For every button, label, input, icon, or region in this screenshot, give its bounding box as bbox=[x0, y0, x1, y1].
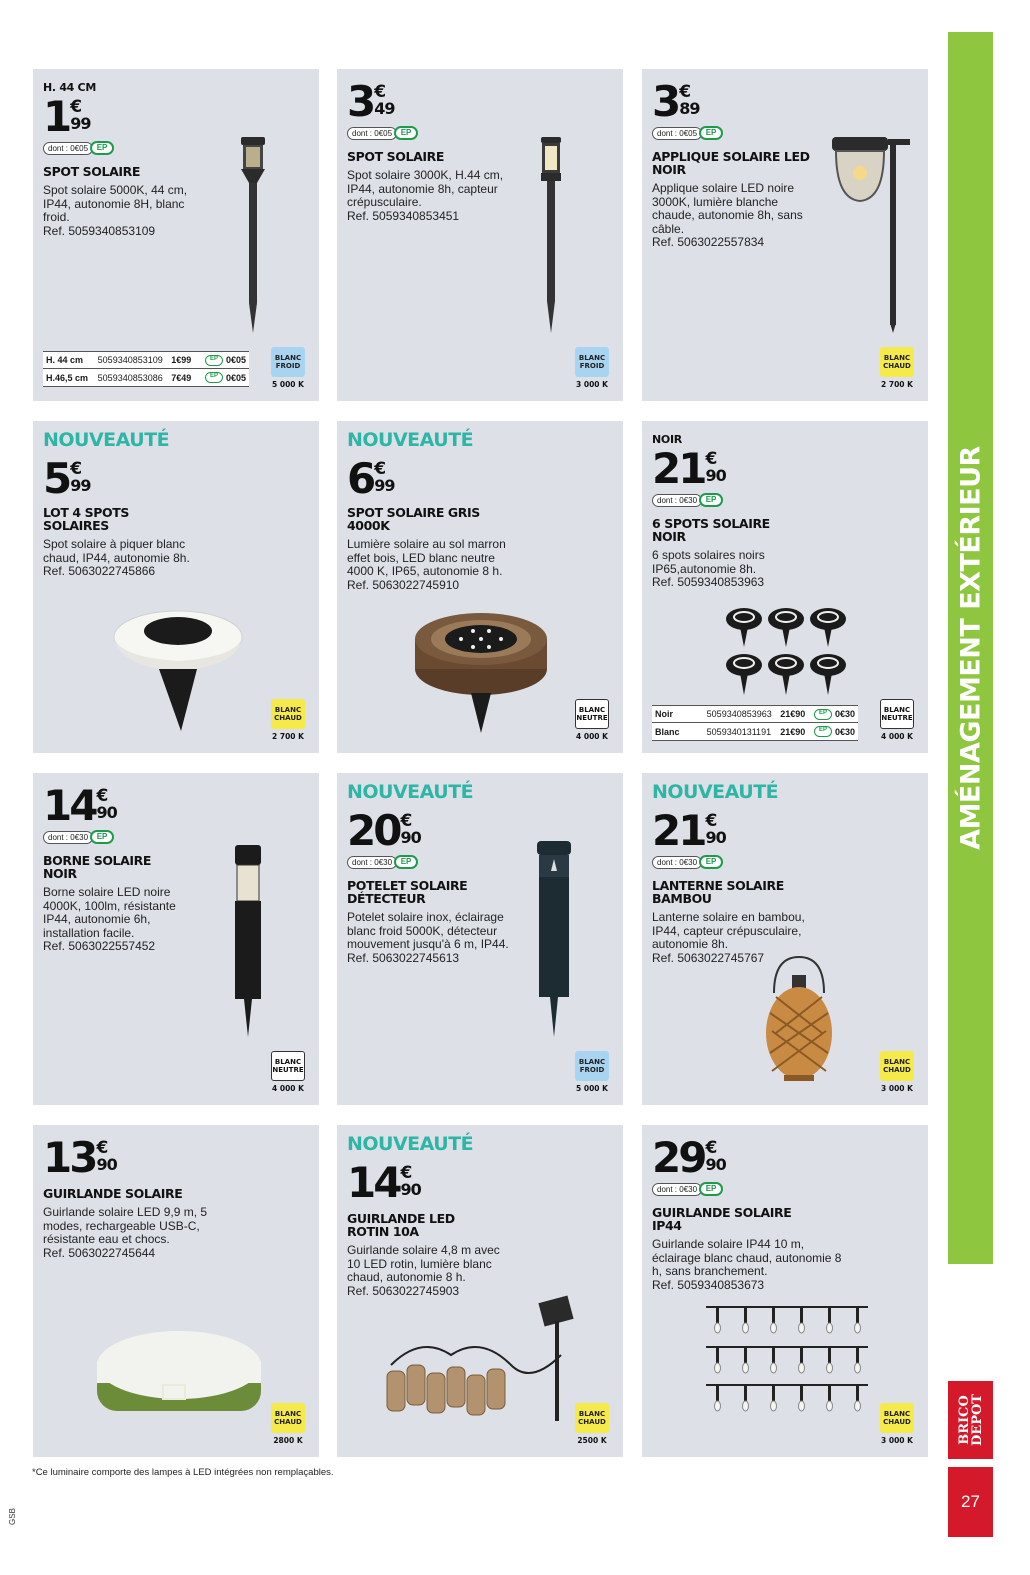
new-label: NOUVEAUTÉ bbox=[43, 429, 170, 451]
new-label: NOUVEAUTÉ bbox=[347, 781, 474, 803]
product-tag: H. 44 CM bbox=[43, 81, 96, 94]
price: 3 € 49 bbox=[347, 77, 395, 126]
variant-row: Noir 5059340853963 21€90 EP 0€30 bbox=[652, 705, 858, 723]
product-description: Potelet solaire inox, éclairage blanc froid 5000K, détecteur mouvement jusqu'à 6 m, IP44. Ref. 5063022745613 bbox=[347, 911, 517, 965]
price: 14 € 90 bbox=[43, 781, 117, 830]
price bbox=[43, 92, 243, 141]
section-title: AMÉNAGEMENT EXTÉRIEUR bbox=[955, 446, 986, 850]
price: 21 € 90 bbox=[652, 444, 726, 493]
price-currency: € bbox=[70, 97, 83, 117]
eco-contribution: dont : 0€30 EP bbox=[652, 855, 852, 869]
product-title: SPOT SOLAIRE bbox=[43, 164, 140, 179]
color-temp-badge: BLANC CHAUD 2500 K bbox=[575, 1403, 609, 1445]
post-lamp-image bbox=[533, 839, 575, 1041]
product-card-spot-solaire-5000k[interactable] bbox=[33, 69, 319, 401]
eco-participation-icon: EP bbox=[699, 1182, 723, 1196]
eco-contribution: dont : 0€30 EP bbox=[43, 830, 243, 844]
color-temp-badge: BLANC CHAUD 3 000 K bbox=[880, 1051, 914, 1093]
eco-contribution: dont : 0€30 EP bbox=[347, 855, 547, 869]
price: 14 € 90 bbox=[347, 1158, 421, 1207]
product-ref: Ref. 5059340853109 bbox=[43, 223, 156, 238]
color-temp-badge: BLANC NEUTRE 4 000 K bbox=[575, 699, 609, 741]
product-description: Applique solaire LED noire 3000K, lumière blanche chaude, autonomie 8h, sans câble. Ref. 5063022557834 bbox=[652, 182, 812, 250]
product-ref: Ref. 5063022745903 bbox=[347, 1283, 460, 1298]
product-description: Lumière solaire au sol marron effet bois, LED blanc neutre 4000 K, IP65, autonomie 8 h. Ref. 5063022745910 bbox=[347, 538, 522, 592]
price: 29 € 90 bbox=[652, 1133, 726, 1182]
eco-contribution: dont : 0€05 EP bbox=[347, 126, 547, 140]
eco-participation-icon: EP bbox=[814, 709, 832, 720]
product-card-potelet-solaire[interactable] bbox=[337, 773, 623, 1105]
new-label: NOUVEAUTÉ bbox=[347, 429, 474, 451]
color-temp-badge: BLANC NEUTRE 4 000 K bbox=[271, 1051, 305, 1093]
product-title: SPOT SOLAIRE GRIS 4000K bbox=[347, 505, 480, 533]
brico-depot-logo: BRICO DEPOT bbox=[948, 1381, 993, 1459]
product-title: APPLIQUE SOLAIRE LED NOIR bbox=[652, 149, 810, 177]
lantern-image bbox=[762, 953, 836, 1085]
product-card-lot-4-spots[interactable] bbox=[33, 421, 319, 753]
product-card-6-spots-noir[interactable] bbox=[642, 421, 928, 753]
product-title: GUIRLANDE SOLAIRE IP44 bbox=[652, 1205, 792, 1233]
eco-contribution: dont : 0€05 EP bbox=[652, 126, 852, 140]
product-card-guirlande-solaire[interactable] bbox=[33, 1125, 319, 1457]
variant-table bbox=[652, 705, 858, 741]
color-temp-badge: BLANC FROID 3 000 K bbox=[575, 347, 609, 389]
product-title: BORNE SOLAIRE NOIR bbox=[43, 853, 152, 881]
product-ref: Ref. 5063022745644 bbox=[43, 1245, 156, 1260]
color-temp-badge: BLANC CHAUD 2 700 K bbox=[880, 347, 914, 389]
eco-participation-icon: EP bbox=[205, 355, 223, 366]
new-label: NOUVEAUTÉ bbox=[347, 1133, 474, 1155]
product-card-guirlande-ip44[interactable] bbox=[642, 1125, 928, 1457]
product-tag: NOIR bbox=[652, 433, 682, 446]
price: 3 € 89 bbox=[652, 77, 700, 126]
product-title: POTELET SOLAIRE DÉTECTEUR bbox=[347, 878, 468, 906]
eco-participation-icon: EP bbox=[699, 493, 723, 507]
product-ref: Ref. 5063022557452 bbox=[43, 939, 156, 953]
variant-row: H. 44 cm 5059340853109 1€99 EP 0€05 bbox=[43, 351, 249, 369]
side-code: GSB bbox=[7, 1508, 17, 1525]
footnote: *Ce luminaire comporte des lampes à LED intégrées non remplaçables. bbox=[32, 1467, 334, 1478]
product-description: Spot solaire 5000K, 44 cm, IP44, autonomie 8H, blanc froid. Ref. 5059340853109 bbox=[43, 184, 203, 238]
variant-row: Blanc 5059340131191 21€90 EP 0€30 bbox=[652, 723, 858, 741]
product-title: GUIRLANDE LED ROTIN 10A bbox=[347, 1211, 455, 1239]
eco-amount: dont : 0€05 bbox=[43, 142, 93, 155]
eco-participation-icon: EP bbox=[394, 855, 418, 869]
eco-participation-icon: EP bbox=[205, 372, 223, 383]
product-description: Guirlande solaire LED 9,9 m, 5 modes, rechargeable USB-C, résistante eau et chocs. Ref. 5063022745644 bbox=[43, 1206, 213, 1260]
product-card-spot-solaire-3000k[interactable] bbox=[337, 69, 623, 401]
product-description: Guirlande solaire 4,8 m avec 10 LED rotin, lumière blanc chaud, autonomie 8 h. Ref. 5063022745903 bbox=[347, 1244, 512, 1298]
product-card-guirlande-rotin[interactable] bbox=[337, 1125, 623, 1457]
product-ref: Ref. 5063022745910 bbox=[347, 577, 460, 592]
bollard-lamp-image bbox=[233, 843, 263, 1039]
product-title: LANTERNE SOLAIRE BAMBOU bbox=[652, 878, 784, 906]
spot-lamp-image bbox=[535, 135, 567, 337]
color-temp-badge: BLANC NEUTRE 4 000 K bbox=[880, 699, 914, 741]
eco-contribution: dont : 0€30 EP bbox=[652, 493, 852, 507]
price-int: 3 bbox=[347, 77, 374, 126]
product-title: 6 SPOTS SOLAIRE NOIR bbox=[652, 516, 770, 544]
product-ref: Ref. 5063022745866 bbox=[43, 564, 156, 578]
string-lights-image bbox=[704, 1301, 870, 1419]
color-temp-badge: BLANC FROID 5 000 K bbox=[271, 347, 305, 389]
eco-participation-icon: EP bbox=[699, 855, 723, 869]
new-label: NOUVEAUTÉ bbox=[652, 781, 779, 803]
product-description: Lanterne solaire en bambou, IP44, capteur crépusculaire, autonomie 8h. Ref. 5063022745767 bbox=[652, 911, 827, 965]
eco-participation-icon: EP bbox=[394, 126, 418, 140]
six-spots-image bbox=[724, 605, 850, 697]
variant-table bbox=[43, 351, 249, 387]
price: 21 € 90 bbox=[652, 806, 726, 855]
color-temp-badge: BLANC CHAUD 2800 K bbox=[271, 1403, 305, 1445]
product-card-spot-gris-4000k[interactable] bbox=[337, 421, 623, 753]
price: 5 € 99 bbox=[43, 454, 91, 503]
color-temp-badge: BLANC CHAUD 3 000 K bbox=[880, 1403, 914, 1445]
eco-participation-icon: EP bbox=[699, 126, 723, 140]
price-cents: 99 bbox=[70, 114, 91, 133]
spot-lamp-image bbox=[233, 133, 273, 337]
color-temp-badge: BLANC FROID 5 000 K bbox=[575, 1051, 609, 1093]
price: 20 € 90 bbox=[347, 806, 421, 855]
product-description: Borne solaire LED noire 4000K, 100lm, résistante IP44, autonomie 6h, installation facile. Ref. 5063022557452 bbox=[43, 886, 188, 954]
eco-participation-icon: EP bbox=[90, 141, 114, 155]
product-card-borne-solaire[interactable] bbox=[33, 773, 319, 1105]
eco-contribution: dont : 0€30 EP bbox=[652, 1182, 852, 1196]
rattan-garland-image bbox=[381, 1295, 581, 1433]
wood-spot-image bbox=[411, 609, 551, 735]
eco-contribution bbox=[43, 141, 243, 155]
product-description: Guirlande solaire IP44 10 m, éclairage blanc chaud, autonomie 8 h, sans branchement. Ref. 5059340853673 bbox=[652, 1238, 852, 1292]
garland-box-image bbox=[93, 1325, 265, 1421]
product-description: Spot solaire 3000K, H.44 cm, IP44, autonomie 8h, capteur crépusculaire. Ref. 5059340853451 bbox=[347, 169, 512, 223]
section-sidebar bbox=[948, 32, 993, 1264]
eco-participation-icon: EP bbox=[90, 830, 114, 844]
price-int: 1 bbox=[43, 92, 70, 141]
price: 13 € 90 bbox=[43, 1133, 117, 1182]
product-ref: Ref. 5063022745613 bbox=[347, 950, 460, 965]
wall-lamp-image bbox=[828, 133, 918, 333]
product-ref: Ref. 5059340853451 bbox=[347, 208, 460, 223]
product-card-lanterne-bambou[interactable] bbox=[642, 773, 928, 1105]
product-card-applique-solaire[interactable] bbox=[642, 69, 928, 401]
eco-participation-icon: EP bbox=[814, 726, 832, 737]
round-spot-image bbox=[109, 607, 247, 735]
product-description: 6 spots solaires noirs IP65,autonomie 8h. Ref. 5059340853963 bbox=[652, 549, 812, 590]
product-description: Spot solaire à piquer blanc chaud, IP44, autonomie 8h. Ref. 5063022745866 bbox=[43, 538, 218, 579]
product-ref: Ref. 5063022745767 bbox=[652, 950, 765, 965]
product-title: LOT 4 SPOTS SOLAIRES bbox=[43, 505, 129, 533]
product-title: SPOT SOLAIRE bbox=[347, 149, 444, 164]
product-title: GUIRLANDE SOLAIRE bbox=[43, 1186, 183, 1201]
price: 6 € 99 bbox=[347, 454, 395, 503]
product-ref: Ref. 5059340853673 bbox=[652, 1277, 765, 1292]
color-temp-badge: BLANC CHAUD 2 700 K bbox=[271, 699, 305, 741]
page-number: 27 bbox=[948, 1467, 993, 1537]
variant-row: H.46,5 cm 5059340853086 7€49 EP 0€05 bbox=[43, 369, 249, 387]
product-ref: Ref. 5059340853963 bbox=[652, 575, 765, 589]
product-ref: Ref. 5063022557834 bbox=[652, 235, 765, 249]
